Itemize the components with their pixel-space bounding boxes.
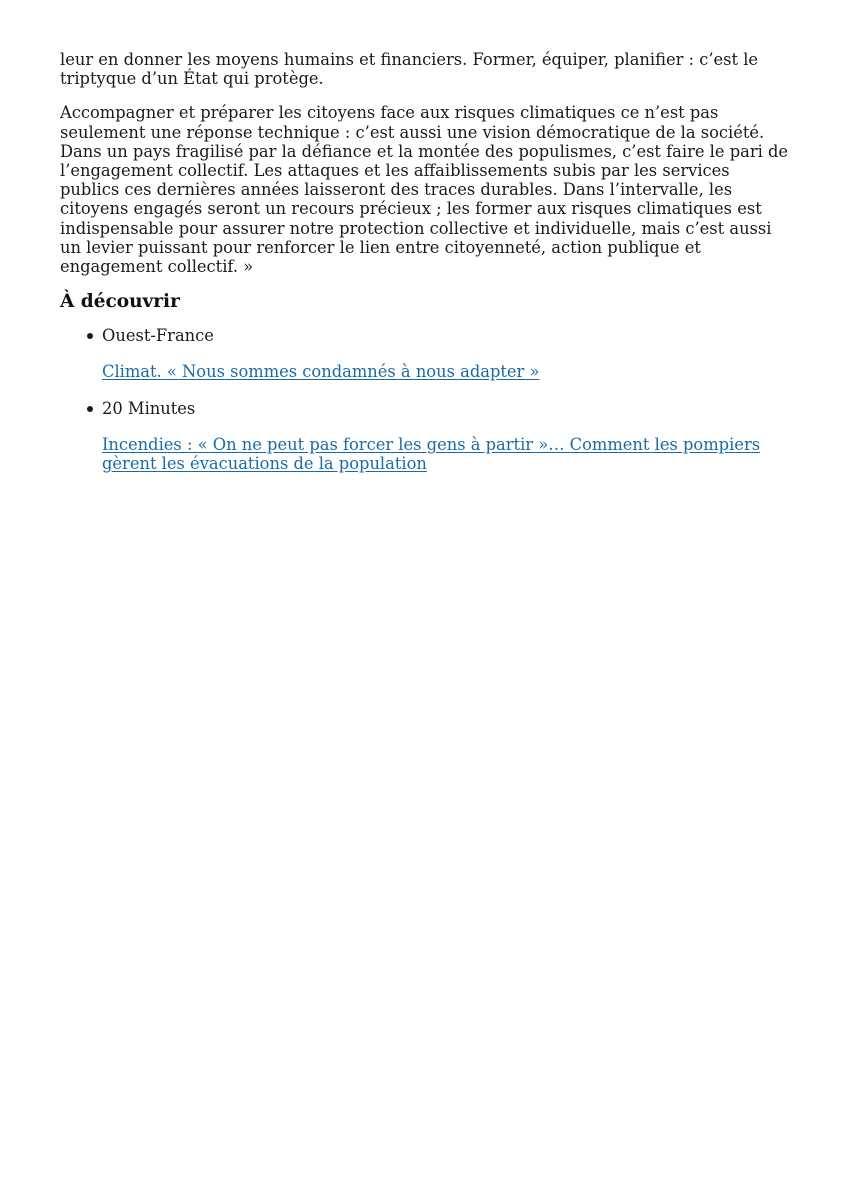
discover-list (60, 326, 790, 473)
bullet-icon (87, 333, 93, 339)
source-name: Ouest-France (102, 326, 214, 346)
discover-item-ouest-france (102, 326, 790, 381)
article-link[interactable]: Incendies : « On ne peut pas forcer les gens à partir »… Comment les pompiers gèrent les évacuations de la population (102, 434, 761, 474)
article-paragraph: Accompagner et préparer les citoyens face aux risques climatiques ce n’est pas seulement une réponse technique : c’est aussi une vision démocratique de la société. Dans un pays fragilisé par la défiance et la montée des populismes, c’est faire le pari de l’engagement collectif. Les attaques et les affaiblissements subis par les services publics ces dernières années laisseront des traces durables. Dans l’intervalle, les citoyens engagés seront un recours précieux ; les former aux risques climatiques est indispensable pour assurer notre protection collective et individuelle, mais c’est aussi un levier puissant pour renforcer le lien entre citoyenneté, action publique et engagement collectif. » (60, 103, 789, 277)
discover-heading: À découvrir (60, 291, 180, 313)
discover-item-20-minutes (102, 399, 790, 474)
source-name: 20 Minutes (102, 398, 196, 418)
article-link[interactable]: Climat. « Nous sommes condamnés à nous adapter » (102, 362, 540, 382)
article-paragraph: leur en donner les moyens humains et financiers. Former, équiper, planifier : c’est le triptyque d’un État qui protège. (60, 50, 759, 89)
bullet-icon (87, 406, 93, 412)
article-page (60, 50, 790, 490)
